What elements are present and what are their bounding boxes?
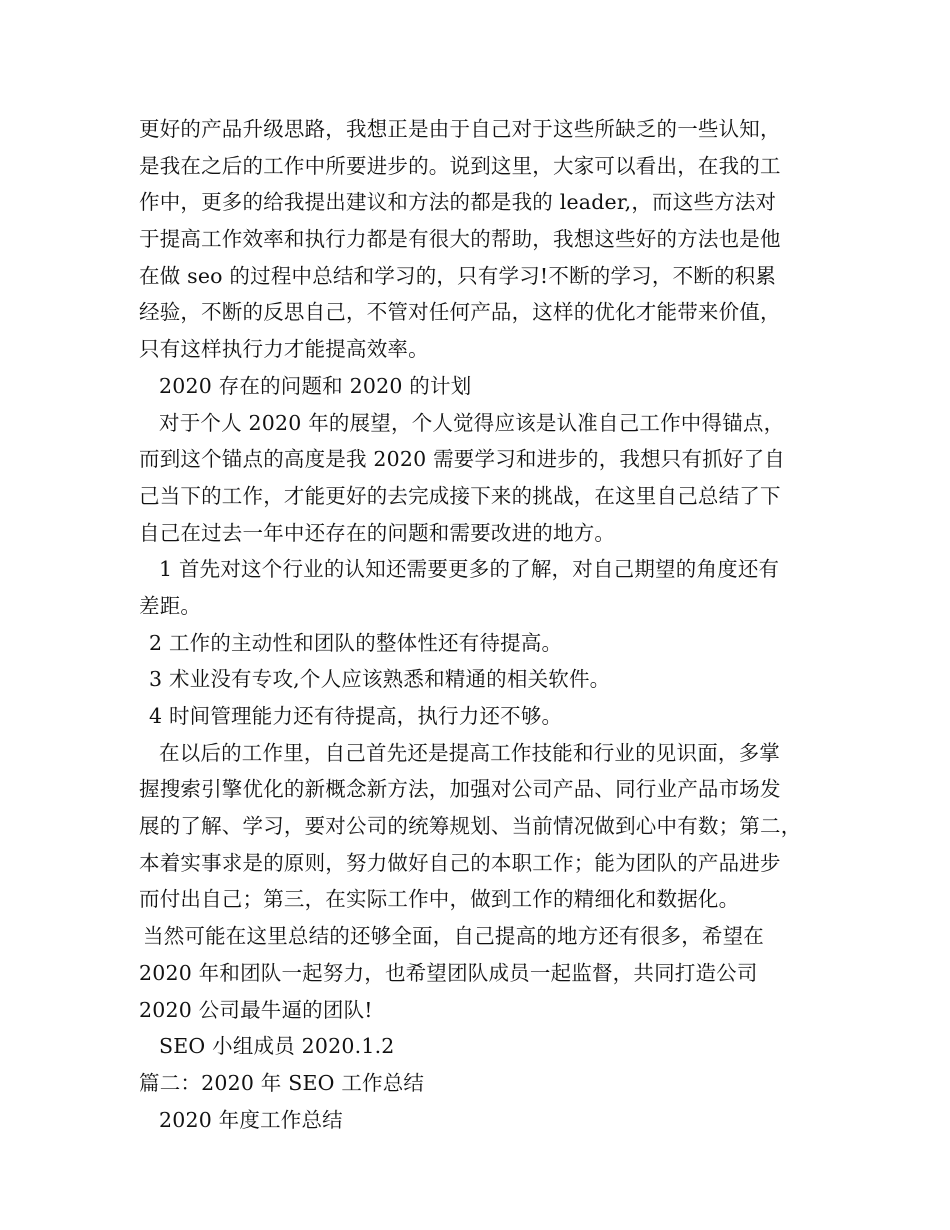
text-line: 在做 seo 的过程中总结和学习的，只有学习!不断的学习，不断的积累 [139,263,777,288]
text-line: 自己在过去一年中还存在的问题和需要改进的地方。 [139,520,616,545]
text-line: 更好的产品升级思路，我想正是由于自己对于这些所缺乏的一些认知， [139,117,781,141]
text-line: 当然可能在这里总结的还够全面，自己提高的地方还有很多，希望在 [143,924,764,949]
text-line: 展的了解、学习，要对公司的统筹规划、当前情况做到心中有数；第二， [139,814,802,839]
section-title: 篇二：2020 年 SEO 工作总结 [139,1070,425,1095]
text-line: 本着实事求是的原则，努力做好自己的本职工作；能为团队的产品进步 [139,850,781,875]
document-body [139,111,819,1138]
section-heading: 2020 存在的问题和 2020 的计划 [159,373,472,398]
text-line: 经验，不断的反思自己，不管对任何产品，这样的优化才能带来价值， [139,300,781,325]
text-line: 己当下的工作，才能更好的去完成接下来的挑战，在这里自己总结了下 [139,483,781,508]
section-subtitle: 2020 年度工作总结 [159,1107,343,1132]
text-line: 对于个人 2020 年的展望，个人觉得应该是认准自己工作中得锚点， [159,410,785,435]
text-line: 2020 公司最牛逼的团队! [139,997,373,1022]
text-line: 差距。 [139,593,202,618]
text-line: 在以后的工作里，自己首先还是提高工作技能和行业的见识面，多掌 [159,740,780,765]
text-line: 是我在之后的工作中所要进步的。说到这里，大家可以看出，在我的工 [139,153,781,178]
list-item: 4 时间管理能力还有待提高，执行力还不够。 [149,704,563,728]
signature-line: SEO 小组成员 2020.1.2 [159,1034,395,1059]
text-line: 于提高工作效率和执行力都是有很大的帮助，我想这些好的方法也是他 [139,227,781,252]
text-line: 而到这个锚点的高度是我 2020 需要学习和进步的，我想只有抓好了自 [139,447,786,472]
text-line: 只有这样执行力才能提高效率。 [139,337,429,362]
list-item: 3 术业没有专攻,个人应该熟悉和精通的相关软件。 [149,667,611,692]
text-line: 而付出自己；第三，在实际工作中，做到工作的精细化和数据化。 [139,887,740,912]
list-item: 2 工作的主动性和团队的整体性还有待提高。 [149,630,563,655]
list-item: 1 首先对这个行业的认知还需要更多的了解，对自己期望的角度还有 [159,557,780,582]
text-line: 2020 年和团队一起努力，也希望团队成员一起监督，共同打造公司 [139,960,758,985]
text-line: 握搜索引擎优化的新概念新方法，加强对公司产品、同行业产品市场发 [139,777,781,802]
text-line: 作中，更多的给我提出建议和方法的都是我的 leader,，而这些方法对 [139,190,777,215]
